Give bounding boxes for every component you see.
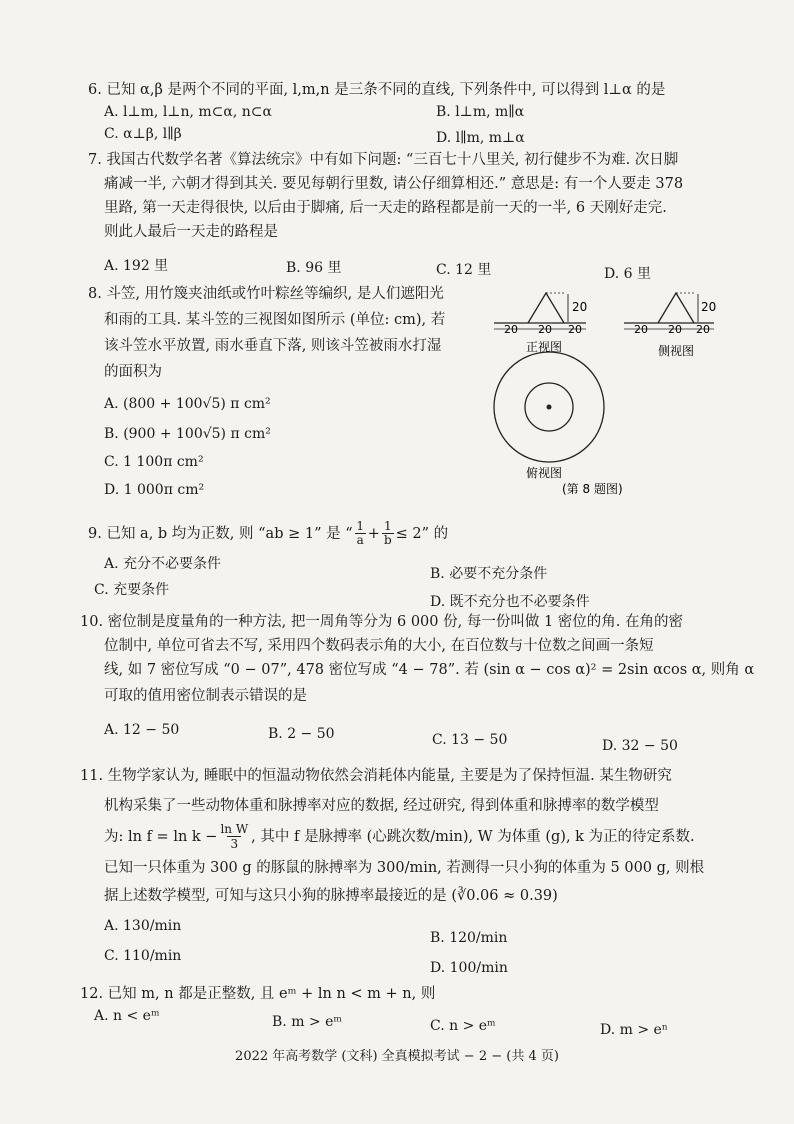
q12-option-c: C. n > eᵐ <box>430 1018 496 1034</box>
q10-line3: 线, 如 7 密位写成 “0 − 07”, 478 密位写成 “4 − 78”. 若 (sin α − cos α)² = 2sin αcos α, 则角 α <box>104 662 755 678</box>
top-view-center-point <box>547 405 552 410</box>
q9-frac1-num: 1 <box>356 519 365 533</box>
q9-option-b: B. 必要不充分条件 <box>430 566 548 582</box>
q8-line2: 和雨的工具. 某斗笠的三视图如图所示 (单位: cm), 若 <box>104 312 446 328</box>
q12-option-b: B. m > eᵐ <box>272 1014 342 1030</box>
q7-line3: 里路, 第一天走得很快, 以后由于脚痛, 后一天走的路程都是前一天的一半, 6 天刚好走完. <box>104 200 667 216</box>
front-dim-right: 20 <box>568 323 582 336</box>
q10-line2: 位制中, 单位可省去不写, 采用四个数码表示角的大小, 在百位数与十位数之间画一条短 <box>104 638 654 654</box>
page-footer: 2022 年高考数学 (文科) 全真模拟考试 − 2 − (共 4 页) <box>235 1049 559 1064</box>
q10-option-b: B. 2 − 50 <box>268 726 335 742</box>
q6-option-d: D. l∥m, m⊥α <box>436 130 525 146</box>
q9-plus: + <box>367 525 380 542</box>
q8-line4: 的面积为 <box>104 364 162 380</box>
q9-frac1-den: a <box>356 533 364 547</box>
side-dim-mid: 20 <box>668 323 682 336</box>
q9-frac2-den: b <box>383 533 392 547</box>
q6-option-a: A. l⊥m, l⊥n, m⊂α, n⊂α <box>104 104 272 120</box>
q11-frac-num: ln W <box>220 822 249 836</box>
q6-option-c: C. α⊥β, l∥β <box>104 126 182 142</box>
q8-option-a: A. (800 + 100√5) π cm² <box>104 396 271 412</box>
side-dim-left: 20 <box>634 323 648 336</box>
side-dim-height: 20 <box>701 300 717 314</box>
q9-stem-prefix: 9. 已知 a, b 均为正数, 则 “ab ≥ 1” 是 “ <box>88 525 353 542</box>
q11-line3 <box>104 822 695 851</box>
q9-fraction-1 <box>355 520 366 547</box>
q9-stem <box>88 520 448 547</box>
q8-option-c: C. 1 100π cm² <box>104 454 204 470</box>
front-dim-height: 20 <box>572 300 588 314</box>
q8-option-d: D. 1 000π cm² <box>104 482 205 498</box>
q9-option-a: A. 充分不必要条件 <box>104 556 222 572</box>
figure-caption: (第 8 题图) <box>562 482 623 496</box>
q9-frac2-num: 1 <box>383 519 392 533</box>
q12-option-d: D. m > eⁿ <box>600 1022 668 1038</box>
q11-line2: 机构采集了一些动物体重和脉搏率对应的数据, 经过研究, 得到体重和脉搏率的数学模型 <box>104 798 659 814</box>
q7-line4: 则此人最后一天走的路程是 <box>104 224 278 240</box>
q8-three-views-figure <box>480 285 720 500</box>
top-view-label: 俯视图 <box>526 466 563 480</box>
q7-line2: 痛减一半, 六朝才得到其关. 要见每朝行里数, 请公仔细算相还.” 意思是: 有一个人要走 378 <box>104 176 684 192</box>
q11-line4: 已知一只体重为 300 g 的豚鼠的脉搏率为 300/min, 若测得一只小狗的体重为 5 000 g, 则根 <box>104 860 705 876</box>
q6-option-b: B. l⊥m, m∥α <box>436 104 525 120</box>
q10-option-c: C. 13 − 50 <box>432 732 508 748</box>
q9-fraction-2 <box>382 520 394 547</box>
front-dim-left: 20 <box>504 323 518 336</box>
q8-line1: 8. 斗笠, 用竹篾夹油纸或竹叶粽丝等编织, 是人们遮阳光 <box>88 286 444 302</box>
side-view-label: 侧视图 <box>658 344 695 358</box>
q10-option-a: A. 12 − 50 <box>104 722 180 738</box>
q9-stem-suffix: ≤ 2” 的 <box>395 525 449 542</box>
q11-line5: 据上述数学模型, 可知与这只小狗的脉搏率最接近的是 (∛0.06 ≈ 0.39) <box>104 888 558 904</box>
q7-option-c: C. 12 里 <box>436 262 492 278</box>
q9-option-c: C. 充要条件 <box>94 582 170 598</box>
q6-stem: 6. 已知 α,β 是两个不同的平面, l,m,n 是三条不同的直线, 下列条件中, 可以得到 l⊥α 的是 <box>88 82 666 98</box>
q7-option-a: A. 192 里 <box>104 258 169 274</box>
q8-line3: 该斗笠水平放置, 雨水垂直下落, 则该斗笠被雨水打湿 <box>104 338 442 354</box>
q10-option-d: D. 32 − 50 <box>602 738 678 754</box>
q7-option-d: D. 6 里 <box>604 266 651 282</box>
q7-line1: 7. 我国古代数学名著《算法统宗》中有如下问题: “三百七十八里关, 初行健步不为难. 次日脚 <box>88 152 679 168</box>
q9-option-d: D. 既不充分也不必要条件 <box>430 594 590 610</box>
q12-option-a: A. n < eᵐ <box>94 1008 160 1024</box>
q11-line3-prefix: 为: ln f = ln k − <box>104 828 218 845</box>
q10-line4: 可取的值用密位制表示错误的是 <box>104 688 307 704</box>
q11-option-a: A. 130/min <box>104 918 182 934</box>
q11-fraction <box>220 822 248 851</box>
q12-stem: 12. 已知 m, n 都是正整数, 且 eᵐ + ln n < m + n, 则 <box>80 986 436 1002</box>
front-view-label: 正视图 <box>526 340 563 354</box>
q11-option-b: B. 120/min <box>430 930 508 946</box>
q11-option-d: D. 100/min <box>430 960 508 976</box>
q7-option-b: B. 96 里 <box>286 260 342 276</box>
q11-option-c: C. 110/min <box>104 948 182 964</box>
side-dim-right: 20 <box>696 323 710 336</box>
q8-option-b: B. (900 + 100√5) π cm² <box>104 426 271 442</box>
q10-line1: 10. 密位制是度量角的一种方法, 把一周角等分为 6 000 份, 每一份叫做 1 密位的角. 在角的密 <box>80 614 683 630</box>
q11-line1: 11. 生物学家认为, 睡眠中的恒温动物依然会消耗体内能量, 主要是为了保持恒温. 某生物研究 <box>80 768 672 784</box>
q11-frac-den: 3 <box>227 836 241 851</box>
front-dim-mid: 20 <box>538 323 552 336</box>
q11-line3-suffix: , 其中 f 是脉搏率 (心跳次数/min), W 为体重 (g), k 为正的待定系数. <box>251 828 695 845</box>
